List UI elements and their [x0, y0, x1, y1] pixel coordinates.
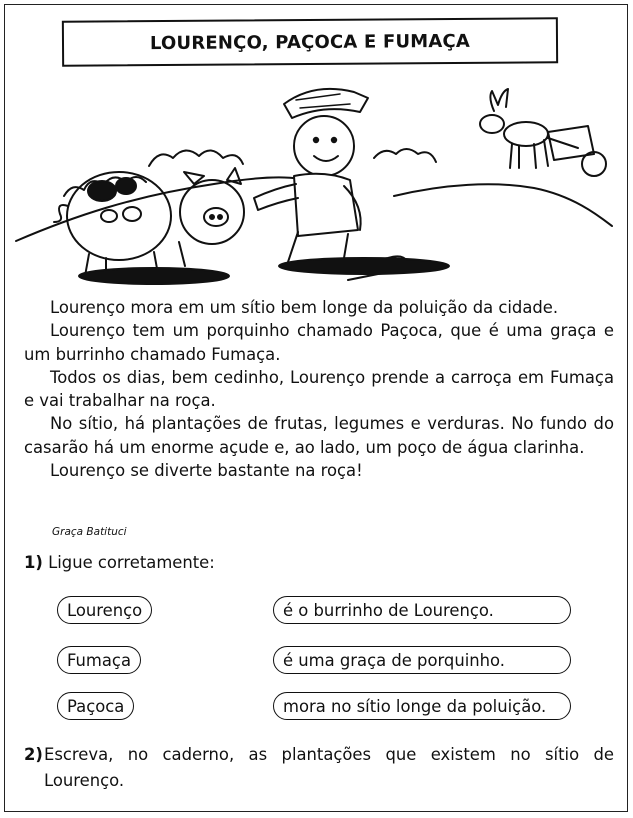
bush-2 — [149, 150, 243, 166]
match-left-pacoca[interactable]: Paçoca — [57, 692, 134, 720]
hill-line-right — [394, 184, 612, 226]
question-2 — [24, 742, 614, 794]
title-box — [62, 17, 558, 66]
pig — [54, 168, 244, 284]
illustration — [14, 76, 614, 291]
match-left-fumaca[interactable]: Fumaça — [57, 646, 141, 674]
question-1-prompt: Ligue corretamente: — [48, 553, 215, 572]
story-text — [24, 296, 614, 482]
question-1 — [24, 553, 215, 572]
page-title: LOURENÇO, PAÇOCA E FUMAÇA — [149, 30, 471, 54]
paragraph: Todos os dias, bem cedinho, Lourenço prende a carroça em Fumaça e vai trabalhar na roça. — [24, 367, 614, 411]
bush-3 — [374, 149, 436, 162]
paragraph: Lourenço se diverte bastante na roça! — [50, 461, 363, 481]
question-2-text: Escreva, no caderno, as plantações que existem no sítio de Lourenço. — [44, 745, 614, 790]
paragraph: Lourenço mora em um sítio bem longe da poluição da cidade. — [50, 298, 559, 317]
donkey-cart — [480, 89, 606, 176]
question-1-number: 1) — [24, 553, 43, 572]
paragraph: Lourenço tem um porquinho chamado Paçoca, que é uma graça e um burrinho chamado Fumaça. — [24, 321, 614, 364]
paragraph: No sítio, há plantações de frutas, legumes e verduras. No fundo do casarão há um enorme açude e, ao lado, um poço de água clarinha. — [24, 414, 614, 457]
match-left-lourenco[interactable]: Lourenço — [57, 596, 152, 624]
question-2-number: 2) — [24, 745, 43, 764]
author: Graça Batituci — [52, 526, 127, 538]
match-right-2[interactable]: é uma graça de porquinho. — [273, 646, 571, 674]
match-right-3[interactable]: mora no sítio longe da poluição. — [273, 692, 571, 720]
boy — [254, 89, 449, 280]
match-right-1[interactable]: é o burrinho de Lourenço. — [273, 596, 571, 624]
